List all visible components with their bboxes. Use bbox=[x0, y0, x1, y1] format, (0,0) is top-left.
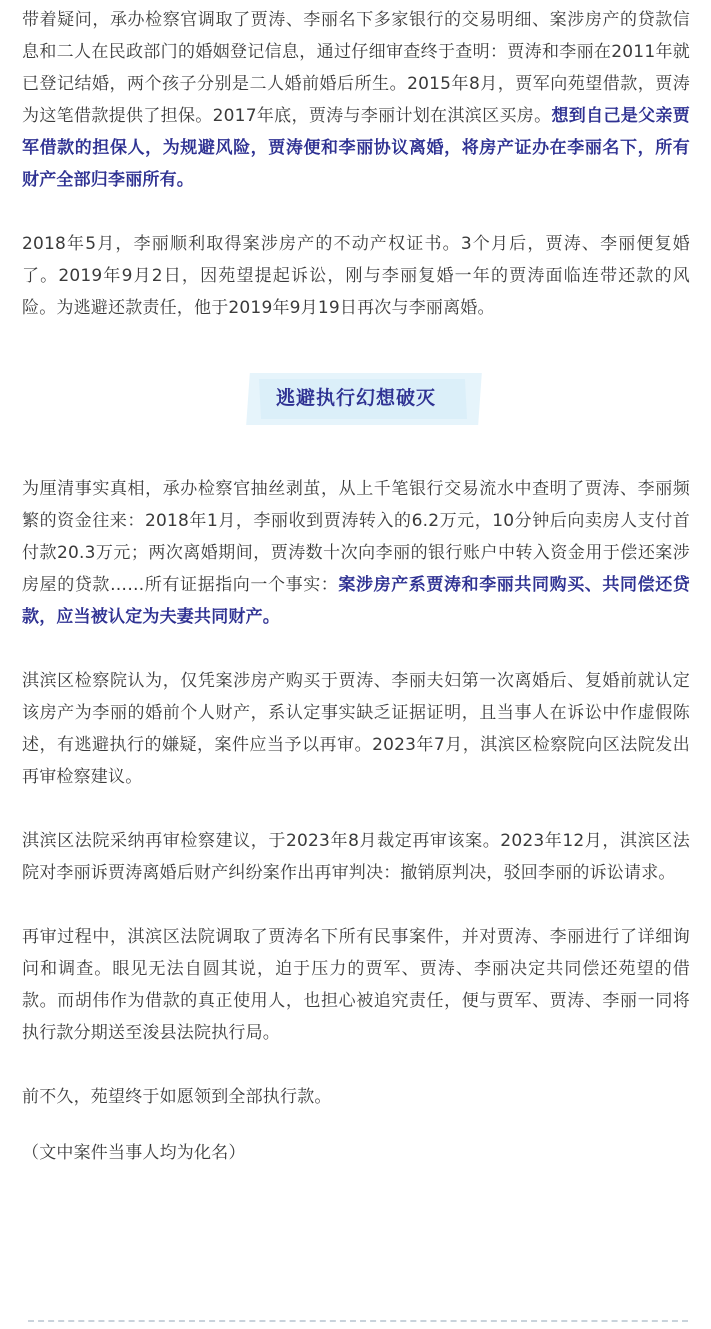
paragraph-retrial-process bbox=[22, 921, 690, 1049]
para-text: 为厘清事实真相，承办检察官抽丝剥茧，从上千笔银行交易流水中查明了贾涛、李丽频繁的资金往来：2018年1月，李丽收到贾涛转入的6.2万元，10分钟后向卖房人支付首付款20.3万元；两次离婚期间，贾涛数十次向李丽的银行账户中转入资金用于偿还案涉房屋的贷款……所有证据指向一个事实： bbox=[22, 479, 690, 595]
para-text: 带着疑问，承办检察官调取了贾涛、李丽名下多家银行的交易明细、案涉房产的贷款信息和二人在民政部门的婚姻登记信息，通过仔细审查终于查明：贾涛和李丽在2011年就已登记结婚，两个孩子分别是二人婚前婚后所生。2015年8月，贾军向苑望借款，贾涛为这笔借款提供了担保。2017年底，贾涛与李丽计划在淇滨区买房。 bbox=[22, 10, 690, 126]
section-heading-title: 逃避执行幻想破灭 bbox=[275, 387, 436, 409]
para-text: （文中案件当事人均为化名） bbox=[22, 1143, 246, 1163]
paragraph-evidence bbox=[22, 473, 690, 633]
para-text: 淇滨区检察院认为，仅凭案涉房产购买于贾涛、李丽夫妇第一次离婚后、复婚前就认定该房产为李丽的婚前个人财产，系认定事实缺乏证据证明，且当事人在诉讼中作虚假陈述，有逃避执行的嫌疑，案件应当予以再审。2023年7月，淇滨区检察院向区法院发出再审检察建议。 bbox=[22, 671, 690, 787]
paragraph-remarriage bbox=[22, 228, 690, 324]
para-text: 淇滨区法院采纳再审检察建议，于2023年8月裁定再审该案。2023年12月，淇滨区法院对李丽诉贾涛离婚后财产纠纷案作出再审判决：撤销原判决，驳回李丽的诉讼请求。 bbox=[22, 831, 690, 883]
highlighted-text: 想到自己是父亲贾军借款的担保人，为规避风险，贾涛便和李丽协议离婚，将房产证办在李丽名下，所有财产全部归李丽所有。 bbox=[22, 106, 690, 190]
paragraph-court-retrial bbox=[22, 825, 690, 889]
para-text: 再审过程中，淇滨区法院调取了贾涛名下所有民事案件，并对贾涛、李丽进行了详细询问和调查。眼见无法自圆其说，迫于压力的贾军、贾涛、李丽决定共同偿还苑望的借款。而胡伟作为借款的真正使用人，也担心被追究责任，便与贾军、贾涛、李丽一同将执行款分期送至浚县法院执行局。 bbox=[22, 927, 690, 1043]
paragraph-disclaimer bbox=[22, 1137, 690, 1169]
highlighted-text: 案涉房产系贾涛和李丽共同购买、共同偿还贷款，应当被认定为夫妻共同财产。 bbox=[22, 575, 691, 627]
para-text: 前不久，苑望终于如愿领到全部执行款。 bbox=[22, 1087, 332, 1107]
article-body bbox=[22, 0, 690, 1169]
para-text: 2018年5月，李丽顺利取得案涉房产的不动产权证书。3个月后，贾涛、李丽便复婚了。2019年9月2日，因苑望提起诉讼，刚与李丽复婚一年的贾涛面临连带还款的风险。为逃避还款责任，他于2019年9月19日再次与李丽离婚。 bbox=[22, 234, 690, 318]
paragraph-conclusion bbox=[22, 1081, 690, 1113]
dashed-divider bbox=[28, 1320, 688, 1322]
paragraph-investigation bbox=[22, 4, 690, 196]
section-heading bbox=[22, 371, 690, 431]
paragraph-procuratorate-opinion bbox=[22, 665, 690, 793]
